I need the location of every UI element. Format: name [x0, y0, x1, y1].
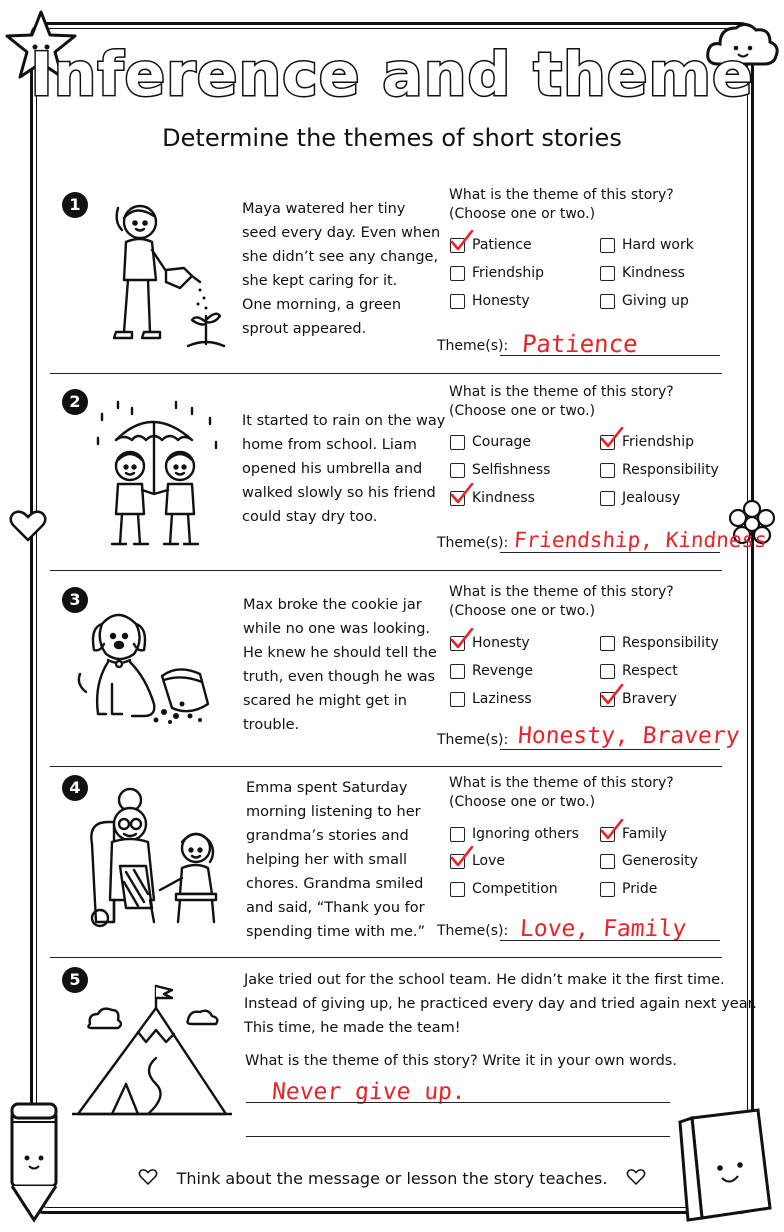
option-friendship[interactable] — [600, 433, 694, 451]
checkmark-icon — [450, 628, 474, 652]
option-family[interactable] — [600, 825, 667, 843]
option-label: Courage — [472, 434, 532, 450]
option-label: Bravery — [622, 691, 677, 707]
option-love[interactable] — [450, 852, 505, 870]
checkbox[interactable] — [450, 664, 465, 679]
option-kindness[interactable] — [450, 489, 535, 507]
option-friendship[interactable] — [450, 264, 544, 282]
page-subtitle: Determine the themes of short stories — [162, 124, 622, 152]
question-prompt: What is the theme of this story? — [449, 187, 674, 203]
option-ignoring-others[interactable] — [450, 825, 579, 843]
option-pride[interactable] — [600, 880, 657, 898]
checkbox[interactable] — [600, 854, 615, 869]
checkbox[interactable] — [600, 266, 615, 281]
checkmark-icon — [450, 483, 474, 507]
section-divider — [50, 766, 722, 767]
option-label: Responsibility — [622, 462, 719, 478]
checkbox[interactable] — [600, 491, 615, 506]
question-2 — [449, 383, 674, 421]
option-respect[interactable] — [600, 662, 678, 680]
story-text-4: Emma spent Saturday morning listening to her grandma’s stories and helping her with small chores. Grandma smiled and said, “Thank you for spending time with me.” — [246, 780, 426, 940]
option-label: Patience — [472, 237, 532, 253]
theme-answer-4[interactable]: Love, Family — [519, 916, 688, 942]
pencil-icon — [4, 1100, 66, 1224]
question-3 — [449, 583, 674, 621]
checkbox[interactable] — [450, 266, 465, 281]
option-courage[interactable] — [450, 433, 531, 451]
option-hard-work[interactable] — [600, 236, 694, 254]
checkbox[interactable] — [450, 827, 465, 842]
option-giving-up[interactable] — [600, 292, 689, 310]
option-label: Giving up — [622, 293, 689, 309]
question-hint: (Choose one or two.) — [449, 206, 596, 222]
heart-icon — [8, 508, 48, 544]
question-hint: (Choose one or two.) — [449, 794, 596, 810]
item-number-4: 4 — [62, 775, 88, 801]
checkbox[interactable] — [450, 882, 465, 897]
checkbox[interactable] — [600, 636, 615, 651]
girl-watering-plant-illustration — [96, 196, 226, 352]
section-divider — [50, 373, 722, 374]
boys-sharing-umbrella-illustration — [92, 398, 226, 554]
option-label: Responsibility — [622, 635, 719, 651]
theme-label: Theme(s): — [437, 535, 509, 551]
answer-line — [246, 1102, 670, 1103]
checkbox[interactable] — [600, 882, 615, 897]
checkmark-icon — [450, 230, 474, 254]
item-number-3: 3 — [62, 587, 88, 613]
option-label: Generosity — [622, 853, 698, 869]
checkbox[interactable] — [600, 664, 615, 679]
checkbox[interactable] — [450, 294, 465, 309]
option-label: Love — [472, 853, 506, 869]
option-responsibility[interactable] — [600, 634, 719, 652]
question-hint: (Choose one or two.) — [449, 603, 596, 619]
option-selfishness[interactable] — [450, 461, 550, 479]
checkbox[interactable] — [450, 636, 465, 651]
grandma-knitting-with-girl-illustration — [84, 782, 228, 934]
option-label: Honesty — [472, 635, 530, 651]
option-label: Kindness — [622, 265, 685, 281]
option-generosity[interactable] — [600, 852, 698, 870]
story-text-1: Maya watered her tiny seed every day. Even when she didn’t see any change, she kept caring for it. One morning, a green sprout appeared. — [242, 201, 441, 337]
option-label: Ignoring others — [472, 826, 579, 842]
checkbox[interactable] — [600, 238, 615, 253]
question-prompt: What is the theme of this story? — [449, 584, 674, 600]
option-patience[interactable] — [450, 236, 532, 254]
question-5-prompt: What is the theme of this story? Write it in your own words. — [245, 1053, 677, 1069]
option-responsibility[interactable] — [600, 461, 719, 479]
option-laziness[interactable] — [450, 690, 532, 708]
checkmark-icon — [450, 846, 474, 870]
option-label: Kindness — [472, 490, 535, 506]
checkbox[interactable] — [450, 463, 465, 478]
option-label: Jealousy — [622, 490, 681, 506]
theme-answer-1[interactable]: Patience — [521, 330, 639, 358]
book-icon — [672, 1104, 776, 1224]
item-number-5: 5 — [62, 967, 88, 993]
checkbox[interactable] — [450, 435, 465, 450]
checkmark-icon — [600, 819, 624, 843]
item-number-2: 2 — [62, 389, 88, 415]
checkbox[interactable] — [450, 491, 465, 506]
answer-line — [246, 1136, 670, 1137]
question-1 — [449, 186, 674, 224]
checkbox[interactable] — [450, 854, 465, 869]
story-text-5: Jake tried out for the school team. He didn’t make it the first time. Instead of giving up, he practiced every day and tried again next year. This time, he made the team! — [244, 972, 757, 1036]
option-label: Revenge — [472, 663, 533, 679]
theme-answer-2[interactable]: Friendship, Kindness — [513, 528, 768, 552]
answer-line — [500, 355, 720, 356]
answer-line — [500, 940, 720, 941]
section-divider — [50, 957, 722, 958]
option-label: Friendship — [472, 265, 544, 281]
option-label: Pride — [622, 881, 658, 897]
theme-label: Theme(s): — [437, 732, 509, 748]
option-label: Family — [622, 826, 668, 842]
option-kindness[interactable] — [600, 264, 685, 282]
footer — [0, 1168, 784, 1188]
option-competition[interactable] — [450, 880, 558, 898]
heart-icon — [137, 1168, 159, 1186]
option-jealousy[interactable] — [600, 489, 680, 507]
option-label: Selfishness — [472, 462, 551, 478]
checkbox[interactable] — [600, 692, 615, 707]
answer-line — [500, 749, 720, 750]
checkbox[interactable] — [450, 692, 465, 707]
option-bravery[interactable] — [600, 690, 677, 708]
question-4 — [449, 774, 674, 812]
theme-label: Theme(s): — [437, 338, 509, 354]
checkmark-icon — [600, 684, 624, 708]
page-title: Inference and theme — [30, 40, 754, 110]
story-text-2: It started to rain on the way home from school. Liam opened his umbrella and walked slowly so his friend could stay dry too. — [242, 413, 446, 525]
option-honesty[interactable] — [450, 292, 530, 310]
checkbox[interactable] — [600, 827, 615, 842]
checkbox[interactable] — [600, 294, 615, 309]
dog-with-broken-cookie-jar-illustration — [72, 604, 222, 728]
option-label: Competition — [472, 881, 558, 897]
option-label: Friendship — [622, 434, 694, 450]
theme-answer-3[interactable]: Honesty, Bravery — [517, 723, 741, 749]
option-honesty[interactable] — [450, 634, 530, 652]
checkbox[interactable] — [600, 463, 615, 478]
question-prompt: What is the theme of this story? — [449, 384, 674, 400]
theme-label: Theme(s): — [437, 923, 509, 939]
option-revenge[interactable] — [450, 662, 533, 680]
option-label: Laziness — [472, 691, 532, 707]
theme-answer-5[interactable]: Never give up. — [271, 1079, 467, 1105]
checkbox[interactable] — [600, 435, 615, 450]
question-hint: (Choose one or two.) — [449, 403, 596, 419]
checkmark-icon — [600, 427, 624, 451]
mountain-with-flag-illustration — [72, 980, 232, 1128]
option-label: Respect — [622, 663, 678, 679]
heart-icon — [625, 1168, 647, 1186]
answer-line — [500, 552, 720, 553]
footer-text: Think about the message or lesson the story teaches. — [176, 1169, 608, 1188]
section-divider — [50, 570, 722, 571]
option-label: Honesty — [472, 293, 530, 309]
option-label: Hard work — [622, 237, 694, 253]
checkbox[interactable] — [450, 238, 465, 253]
story-text-3: Max broke the cookie jar while no one was looking. He knew he should tell the truth, even though he was scared he might get in trouble. — [243, 597, 437, 733]
question-prompt: What is the theme of this story? — [449, 775, 674, 791]
item-number-1: 1 — [62, 192, 88, 218]
